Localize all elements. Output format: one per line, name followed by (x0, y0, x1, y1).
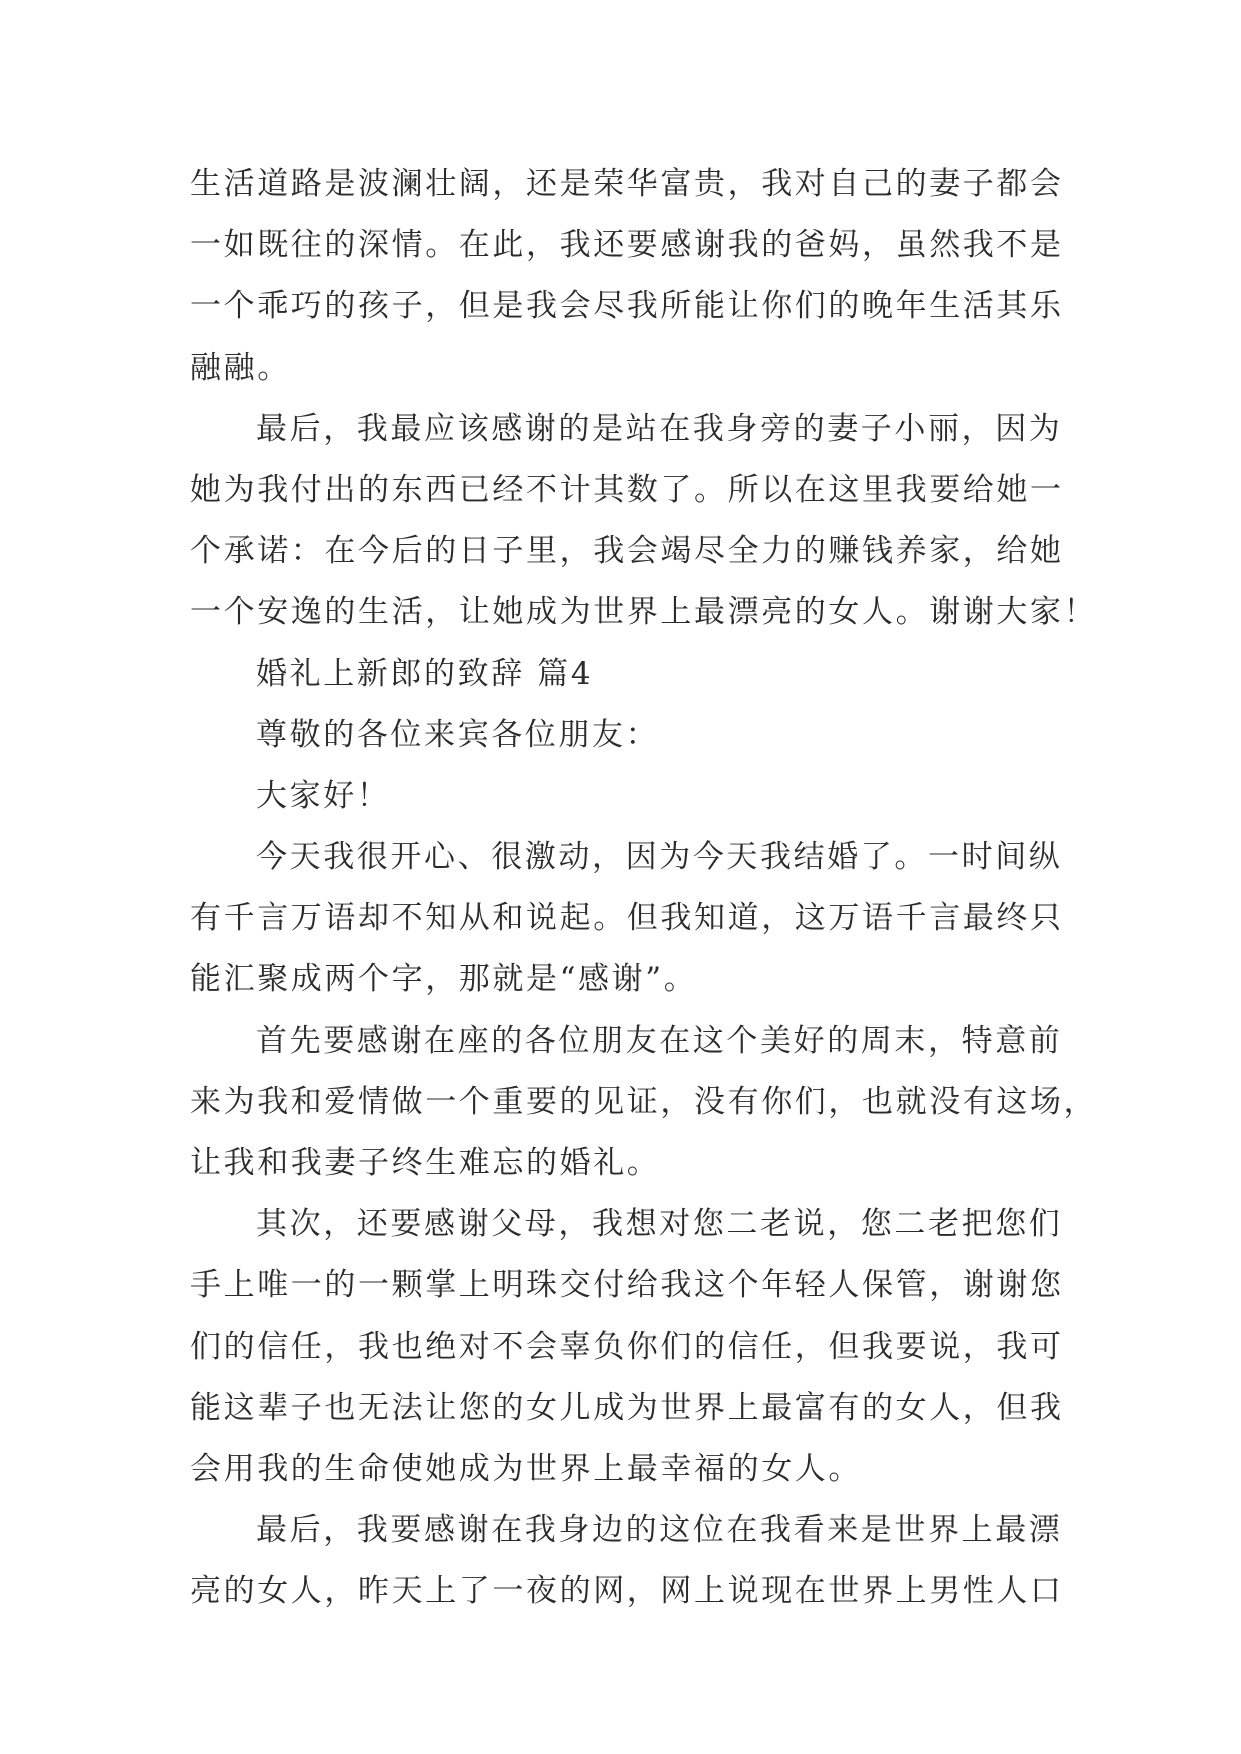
text-line: 最后，我最应该感谢的是站在我身旁的妻子小丽，因为 (256, 410, 1063, 447)
text-line: 其次，还要感谢父母，我想对您二老说，您二老把您们 (256, 1206, 1063, 1243)
text-line: 能这辈子也无法让您的女儿成为世界上最富有的女人，但我 (190, 1389, 1064, 1426)
text-line: 一个安逸的生活，让她成为世界上最漂亮的女人。谢谢大家！ (190, 594, 1098, 631)
text-line: 让我和我妻子终生难忘的婚礼。 (190, 1145, 661, 1181)
body-text (190, 154, 1098, 1623)
text-line: 亮的女人，昨天上了一夜的网，网上说现在世界上男性人口 (190, 1573, 1064, 1610)
text-line: 大家好！ (256, 777, 391, 814)
text-line: 有千言万语却不知从和说起。但我知道，这万语千言最终只 (190, 900, 1064, 937)
text-line: 一个乖巧的孩子，但是我会尽我所能让你们的晚年生活其乐 (190, 288, 1064, 325)
text-line: 一如既往的深情。在此，我还要感谢我的爸妈，虽然我不是 (190, 227, 1064, 264)
text-line: 能汇聚成两个字，那就是“感谢”。 (190, 961, 698, 998)
text-line: 来为我和爱情做一个重要的见证，没有你们，也就没有这场， (190, 1083, 1098, 1120)
text-line: 今天我很开心、很激动，因为今天我结婚了。一时间纵 (256, 839, 1063, 876)
text-line: 生活道路是波澜壮阔，还是荣华富贵，我对自己的妻子都会 (190, 166, 1064, 202)
text-line: 们的信任，我也绝对不会辜负你们的信任，但我要说，我可 (190, 1328, 1064, 1365)
text-line: 首先要感谢在座的各位朋友在这个美好的周末，特意前 (256, 1022, 1063, 1059)
section-heading: 婚礼上新郎的致辞 篇4 (256, 655, 594, 692)
text-line: 手上唯一的一颗掌上明珠交付给我这个年轻人保管，谢谢您 (190, 1267, 1064, 1304)
text-line: 个承诺：在今后的日子里，我会竭尽全力的赚钱养家，给她 (190, 533, 1064, 570)
text-line: 融融。 (190, 349, 291, 386)
text-line: 尊敬的各位来宾各位朋友： (256, 716, 660, 753)
text-line: 最后，我要感谢在我身边的这位在我看来是世界上最漂 (256, 1512, 1063, 1549)
text-line: 会用我的生命使她成为世界上最幸福的女人。 (190, 1450, 862, 1487)
text-line: 她为我付出的东西已经不计其数了。所以在这里我要给她一 (190, 471, 1064, 508)
